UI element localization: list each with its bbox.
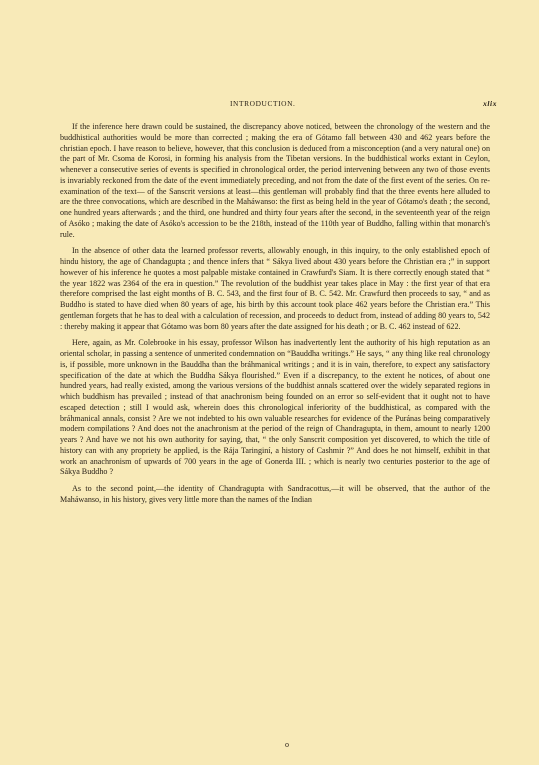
page-number: xlix: [483, 99, 497, 108]
body-text: [60, 122, 490, 512]
signature-mark: o: [285, 740, 289, 749]
paragraph-second-point: As to the second point,—the identity of Chandragupta with Sandracottus,—it will be observed, that the author of the Maháwanso, in his history, gives very little more than the names of the Indian: [60, 484, 490, 504]
paragraph-inference: If the inference here drawn could be sustained, the discrepancy above noticed, between the chronology of the western and the buddhistical authorities would be more than corrected ; making the era of Gótamo fall between 430 and 462 years before the christian epoch. I have reason to believe, however, that this conclusion is deduced from a misconception (and a very natural one) on the part of Mr. Csoma de Korosi, in forming his analysis from the Tibetan versions. In the buddhistical works extant in Ceylon, whenever a consecutive series of events is specified in chronological order, the period intervening between any two of those events is invariably reckoned from the date of the event immediately preceding, and not from the date of the first event of the series. On re-examination of the text— of the Sanscrit versions at least—this gentleman will probably find that the three events here alluded to are the three convocations, which are described in the Maháwanso: the first as being held in the year of Gótamo's death ; the second, one hundred years afterwards ; and the third, one hundred and thirty four years after the second, in the seventeenth year of the reign of Asóko ; making the date of Asóko's accession to be the 218th, instead of the 110th year of Buddho, falling within that monarch's rule.: [60, 122, 490, 239]
running-head-title: INTRODUCTION.: [230, 99, 296, 108]
paragraph-absence-of-data: In the absence of other data the learned professor reverts, allowably enough, in this inquiry, to the only established epoch of hindu history, the age of Chandagupta ; and thence infers that “ Sákya lived about 430 years before the Christian era ;” in support however of his inference he quotes a most palpable mistake contained in Crawfurd's Siam. It is there correctly enough stated that “ the year 1822 was 2364 of the era in question.” The revolution of the buddhist year takes place in May : the first year of that era therefore comprised the last eight months of B. C. 543, and the first four of B. C. 542. Mr. Crawfurd then proceeds to say, “ and as Buddho is stated to have died when 80 years of age, his birth by this account took place 462 years before the Christian era.” This gentleman forgets that he has to deal with a calculation of recession, and proceeds to deduct from, instead of adding 80 years to, 542 : thereby making it appear that Gótamo was born 80 years after the date assigned for his death ; or B. C. 462 instead of 622.: [60, 246, 490, 331]
paragraph-colebrooke-wilson: Here, again, as Mr. Colebrooke in his essay, professor Wilson has inadvertently lent the authority of his high reputation as an oriental scholar, in passing a sentence of unmerited condemnation on “Bauddha writings.” He says, “ any thing like real chronology is, if possible, more unknown in the Bauddha than the bráhmanical writings ; and it is in vain, therefore, to expect any satisfactory specification of the date at which the Buddha Sákya flourished.” Even if a discrepancy, to the extent he notices, of about one hundred years, had really existed, among the various versions of the buddhist annals scattered over the widely separated regions in which buddhism has prevailed ; instead of that anachronism being founded on an error so self-evident that it ought not to have escaped detection ; still I would ask, wherein does this chronological inferiority of the buddhistical, as compared with the bráhmanical annals, consist ? Are we not indebted to his own valuable researches for evidence of the Puránas being comparatively modern compilations ? And does not the anachronism at the period of the reign of Chandragupta, in them, amount to nearly 1200 years ? And have we not his own authority for saying, that, “ the only Sanscrit composition yet discovered, to which the title of history can with any propriety be applied, is the Rája Taringiní, a history of Cashmir ?” And does he not himself, exhibit in that work an anachronism of upwards of 700 years in the age of Gonerda III. ; which is nearly two centuries posterior to the age of Sákya Buddho ?: [60, 338, 490, 477]
